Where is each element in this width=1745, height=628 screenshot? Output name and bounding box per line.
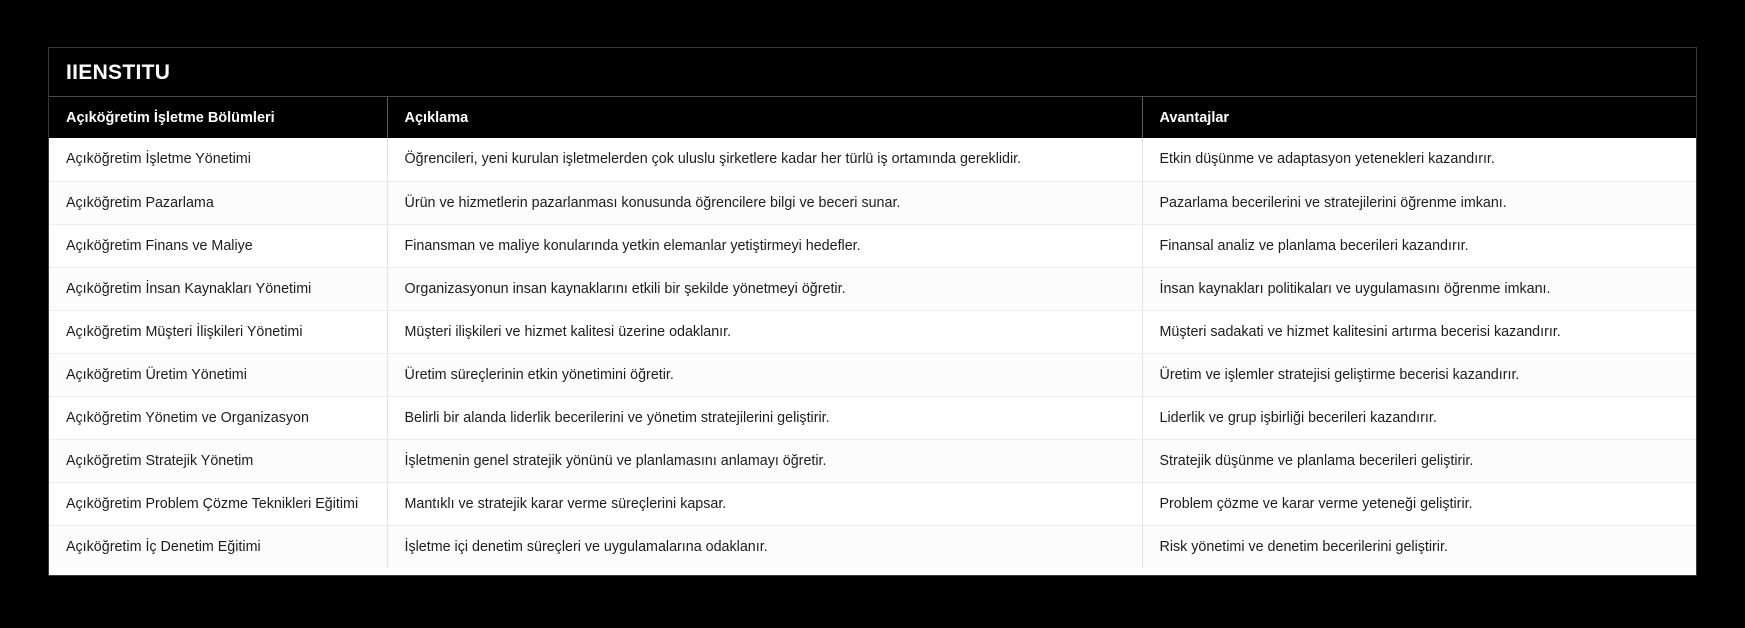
- cell-avantaj: Etkin düşünme ve adaptasyon yetenekleri kazandırır.: [1142, 138, 1696, 181]
- cell-aciklama: Üretim süreçlerinin etkin yönetimini öğretir.: [387, 353, 1142, 396]
- cell-bolum: Açıköğretim Üretim Yönetimi: [49, 353, 387, 396]
- cell-bolum: Açıköğretim Stratejik Yönetim: [49, 439, 387, 482]
- table-row: [49, 482, 1696, 525]
- cell-aciklama: Belirli bir alanda liderlik becerilerini ve yönetim stratejilerini geliştirir.: [387, 396, 1142, 439]
- table-body: [49, 138, 1696, 568]
- cell-avantaj: Finansal analiz ve planlama becerileri kazandırır.: [1142, 224, 1696, 267]
- cell-aciklama: Mantıklı ve stratejik karar verme süreçlerini kapsar.: [387, 482, 1142, 525]
- brand-logo-text: IIENSTITU: [66, 60, 171, 84]
- table-row: [49, 138, 1696, 181]
- cell-bolum: Açıköğretim Pazarlama: [49, 181, 387, 224]
- cell-aciklama: Ürün ve hizmetlerin pazarlanması konusunda öğrencilere bilgi ve beceri sunar.: [387, 181, 1142, 224]
- cell-avantaj: Müşteri sadakati ve hizmet kalitesini artırma becerisi kazandırır.: [1142, 310, 1696, 353]
- cell-bolum: Açıköğretim Problem Çözme Teknikleri Eğitimi: [49, 482, 387, 525]
- table-row: [49, 267, 1696, 310]
- table-row: [49, 181, 1696, 224]
- cell-aciklama: İşletme içi denetim süreçleri ve uygulamalarına odaklanır.: [387, 525, 1142, 568]
- table-header-row: [49, 97, 1696, 138]
- cell-aciklama: Müşteri ilişkileri ve hizmet kalitesi üzerine odaklanır.: [387, 310, 1142, 353]
- column-header-bolumler: Açıköğretim İşletme Bölümleri: [49, 97, 387, 138]
- cell-avantaj: Üretim ve işlemler stratejisi geliştirme becerisi kazandırır.: [1142, 353, 1696, 396]
- cell-bolum: Açıköğretim İşletme Yönetimi: [49, 138, 387, 181]
- column-header-avantajlar: Avantajlar: [1142, 97, 1696, 138]
- cell-aciklama: Finansman ve maliye konularında yetkin elemanlar yetiştirmeyi hedefler.: [387, 224, 1142, 267]
- table-card: [48, 47, 1697, 576]
- table-row: [49, 310, 1696, 353]
- cell-avantaj: Pazarlama becerilerini ve stratejilerini öğrenme imkanı.: [1142, 181, 1696, 224]
- cell-bolum: Açıköğretim İç Denetim Eğitimi: [49, 525, 387, 568]
- cell-aciklama: Organizasyonun insan kaynaklarını etkili bir şekilde yönetmeyi öğretir.: [387, 267, 1142, 310]
- table-row: [49, 224, 1696, 267]
- courses-table: [49, 97, 1696, 568]
- cell-aciklama: Öğrencileri, yeni kurulan işletmelerden çok uluslu şirketlere kadar her türlü iş ortamında gereklidir.: [387, 138, 1142, 181]
- table-header: [49, 97, 1696, 138]
- cell-avantaj: Risk yönetimi ve denetim becerilerini geliştirir.: [1142, 525, 1696, 568]
- brand-header: [49, 48, 1696, 97]
- cell-aciklama: İşletmenin genel stratejik yönünü ve planlamasını anlamayı öğretir.: [387, 439, 1142, 482]
- table-row: [49, 353, 1696, 396]
- table-row: [49, 525, 1696, 568]
- cell-bolum: Açıköğretim Yönetim ve Organizasyon: [49, 396, 387, 439]
- cell-avantaj: Liderlik ve grup işbirliği becerileri kazandırır.: [1142, 396, 1696, 439]
- cell-bolum: Açıköğretim İnsan Kaynakları Yönetimi: [49, 267, 387, 310]
- table-row: [49, 439, 1696, 482]
- cell-bolum: Açıköğretim Müşteri İlişkileri Yönetimi: [49, 310, 387, 353]
- cell-avantaj: İnsan kaynakları politikaları ve uygulamasını öğrenme imkanı.: [1142, 267, 1696, 310]
- cell-avantaj: Stratejik düşünme ve planlama becerileri geliştirir.: [1142, 439, 1696, 482]
- table-row: [49, 396, 1696, 439]
- column-header-aciklama: Açıklama: [387, 97, 1142, 138]
- cell-bolum: Açıköğretim Finans ve Maliye: [49, 224, 387, 267]
- cell-avantaj: Problem çözme ve karar verme yeteneği geliştirir.: [1142, 482, 1696, 525]
